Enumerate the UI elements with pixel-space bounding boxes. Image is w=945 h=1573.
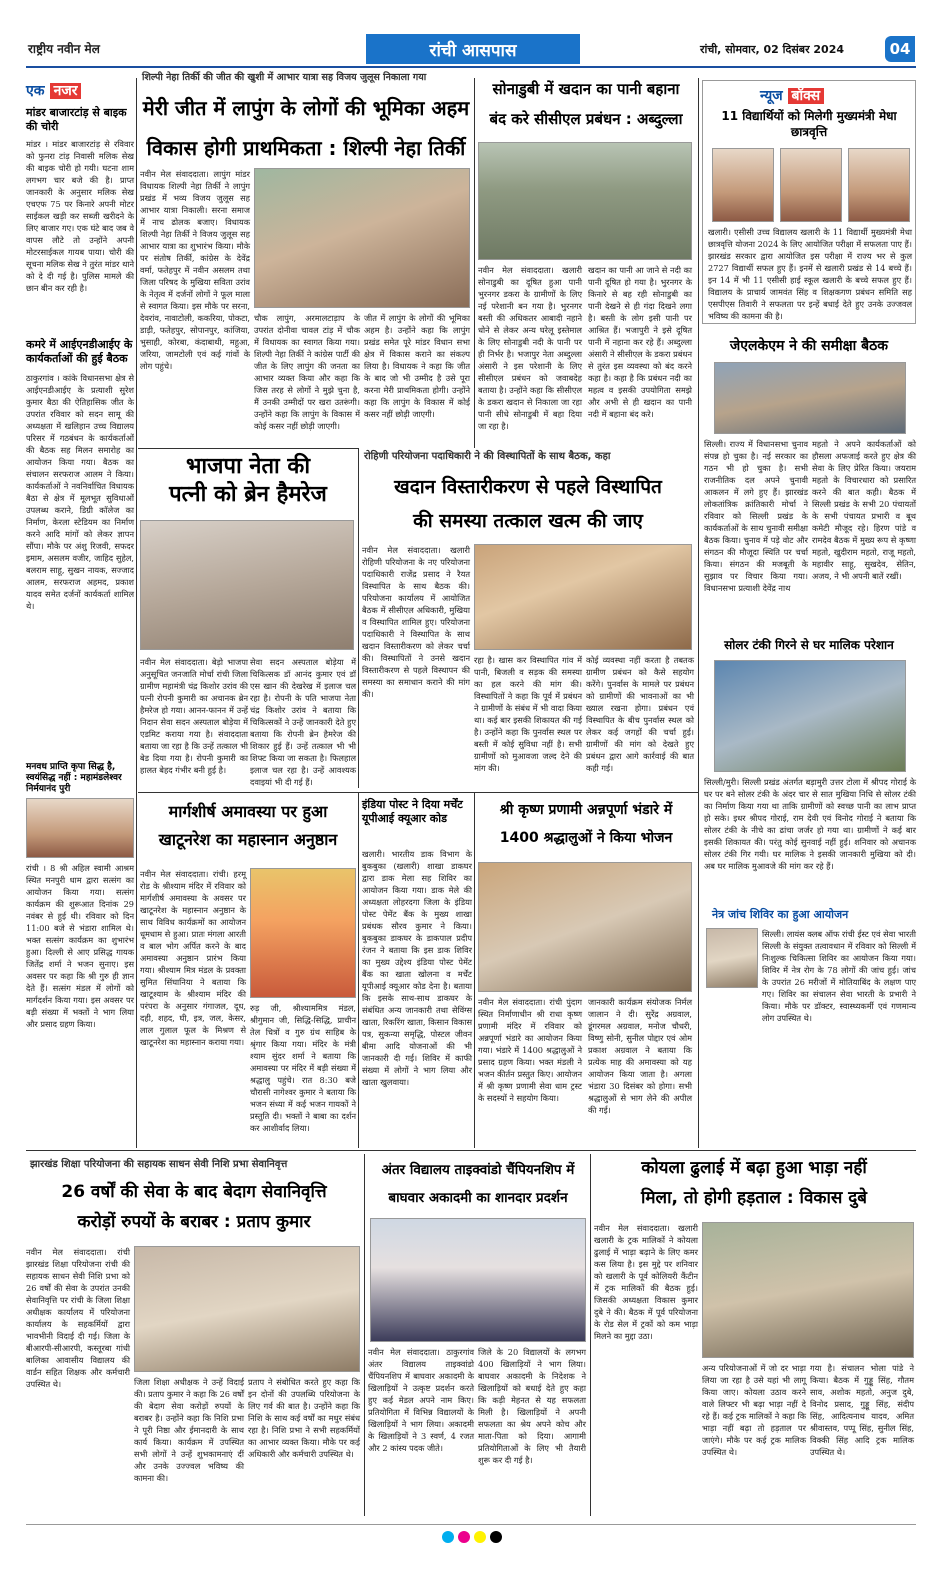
headline: सोनाडुबी में खदान का पानी बहाना bbox=[492, 80, 680, 98]
student-photo bbox=[780, 148, 842, 222]
article-photo bbox=[478, 862, 692, 992]
article-photo bbox=[478, 142, 692, 260]
article-text: सिल्ली। लायंस क्लब ऑफ रांची ईस्ट एवं सेवा भारती सिल्ली के संयुक्त तत्वावधान में रविवार को सिल्ली में निःशुल्क चिकित्सा शिविर का आयोजन किया गया। शिविर में नेत्र रोग के 78 लोगों की जांच हुई। जांच के उपरांत 26 मरीजों में मोतियाबिंद के लक्षण पाए गए। शिविर का संचालन सेवा भारती के प्रभारी ने किया। मौके पर डॉक्टर, स्वास्थ्यकर्मी एवं गणमान्य लोग उपस्थित थे। bbox=[762, 929, 916, 1023]
article-text: खदान का पानी आ जाने से नदी का पानी दूषित हो गया है। भुरनगर के किनारे से बह रही सोनाडुबी का पानी देखने से ही गंदा दिखने लगा है। बस्ती के लोग इसी पानी पर आश्रित हैं। भजापुरी ने इसे दूषित पानी में नहाना कर रहे हैं। अब्दुल्ला अंसारी ने सीसीएल के डकरा प्रबंधन से तुरंत इस व्यवस्था को बंद करने कहा है। कहा है कि प्रबंधन नदी का महत्व व इसकी उपयोगिता समझे और अभी से ही खदान का पानी नदी में बहाना बंद करे। bbox=[588, 265, 692, 419]
ek-nazar-title-b: नजर bbox=[50, 83, 82, 99]
article-text: नवीन मेल संवाददाता। खलारी रोहिणी परियोजना के नए परियोजना पदाधिकारी राजेंद्र प्रसाद ने रैयत विस्थापित के साथ बैठक की। परियोजना कार्यालय में आयोजित बैठक में सीसीएल अधिकारी, मुखिया व विस्थापित शामिल हुए। परियोजना पदाधिकारी ने विस्थापित के साथ खदान विस्तारीकरण को लेकर चर्चा की। विस्थापितों ने उनसे खदान विस्तारीकरण से पहले विस्थापन की समस्या का समाधान कराने की मांग की। bbox=[362, 545, 470, 699]
article-text: जानकारी कार्यक्रम संयोजक निर्मल जालान ने दी। सुरेंद्र अग्रवाल, डूंगरमल अग्रवाल, मनोज चौधरी, विष्णु सोनी, सुनील पोद्दार एवं ओम प्रकाश अग्रवाल ने बताया कि प्रत्येक माह की अमावस्या को यह आयोजन किया जाता है। अगला भंडारा 30 दिसंबर को होगा। सभी श्रद्धालुओं से भाग लेने की अपील की गई। bbox=[588, 997, 692, 1115]
article-text: गया है। संचालन भोला पांडे ने किया। बैठक में गुड्डू सिंह, गौतम साव, अशोक महतो, अनुज दुबे, विनोद प्रसाद, गुड्डू सिंह, संदीप सिंह, आदित्यनाथ यादव, अमित श्रीवास्तव, पप्पू सिंह, सुनील सिंह, विक्की सिंह आदि ट्रक मालिक उपस्थित थे। bbox=[810, 1363, 914, 1457]
headline: सोलर टंकी गिरने से घर मालिक परेशान bbox=[724, 638, 894, 652]
headline: श्री कृष्ण प्रणामी अन्नपूर्णा भंडारे में bbox=[499, 802, 673, 818]
nazar-item-text: मांडर । मांडर बाजारटांड़ से रविवार को फुनरा टांड़ निवासी मलिक सेख की बाइक चोरी हो गयी। घटना शाम लगभग चार बजे की है। प्राप्त जानकारी के अनुसार मलिक सेख एचएफ 75 पर किनारे अपनी मोटर साईकल खड़ी कर सब्जी खरीदने के लिए बाजार गए। एक घंटे बाद जब वे वापस लौटे तो उन्होंने अपनी मोटरसाईकल गायब पाया। चोरी की सूचना मलिक सेख ने तुरंत मांडर थाने को दे दी गई है। पुलिस मामले की छान बीन कर रही है। bbox=[26, 139, 134, 293]
kicker: शिल्पी नेहा तिर्की की जीत की खुशी में आभार यात्रा सह विजय जुलूस निकाला गया bbox=[142, 72, 427, 83]
headline: मिला, तो होगी हड़ताल : विकास दुबे bbox=[640, 1188, 868, 1208]
headline: बंद करे सीसीएल प्रबंधन : अब्दुल्ला bbox=[489, 110, 683, 128]
page-date: रांची, सोमवार, 02 दिसंबर 2024 bbox=[700, 43, 845, 56]
column-divider bbox=[474, 792, 475, 1148]
article-photo bbox=[250, 868, 356, 998]
article-photo bbox=[474, 544, 692, 650]
page-number: 04 bbox=[885, 36, 915, 62]
headline: 11 विद्यार्थियों को मिलेगी मुख्यमंत्री मेधा छात्रवृत्ति bbox=[721, 109, 897, 139]
article-text: महतो ने अपने कार्यकर्ताओं को हौसला अफजाई करते हुए क्षेत्र की सेवा के लिए प्रेरित किया। जयराम महतो के विचारधारा को प्रसारित करने की बात कही। बैठक में सिल्ली प्रखंड के सभी 20 पंचायतों के सभी पंचायत प्रभारी व बूथ कमेटी मौजूद रहे। हिरण पांडे व रामदेव बैठक में मुख्य रूप से कृष्णा महतो, खुदीराम महतो, राजू महतो, महावीर साहू, सुखदेव, सेतिन, अजय, ने भी अपनी बातें रखीं। bbox=[812, 439, 916, 581]
article-text: जिला शिक्षा अधीक्षक ने उन्हें विदाई की। प्रताप कुमार ने कहा कि 26 वर्षों की बेदाग सेवा करोड़ों रुपयों के बराबर है। उन्होंने कहा कि निशि प्रभा ने पूरी निष्ठा और ईमानदारी के साथ कार्य किया। कार्यक्रम में उपस्थित सभी लोगों ने उन्हें शुभकामनाएं दीं और उनके उज्ज्वल भविष्य की कामना की। bbox=[134, 1377, 245, 1483]
article-text: नवीन मेल संवाददाता। खलारी खलारी के ट्रक मालिकों ने कोयला ढुलाई में भाड़ा बढ़ाने के लिए कमर कस लिया है। इस मुद्दे पर शनिवार को खलारी के पूर्व कोलियरी कैंटीन में ट्रक मालिकों की बैठक हुई। जिसकी अध्यक्षता विकास कुमार दुबे ने की। बैठक में पूर्व परियोजना के रोड सेल में ट्रकों को कम भाड़ा मिलने का मुद्दा उठा। bbox=[594, 1223, 698, 1341]
column-divider bbox=[590, 1154, 591, 1516]
article-photo bbox=[134, 1246, 360, 1372]
column-divider bbox=[474, 78, 475, 448]
headline: जेएलकेएम ने की समीक्षा बैठक bbox=[729, 338, 889, 354]
bottom-rule bbox=[26, 1524, 916, 1525]
column-divider bbox=[358, 448, 359, 788]
brand-name: राष्ट्रीय नवीन मेल bbox=[28, 42, 100, 56]
headline: 1400 श्रद्धालुओं ने किया भोजन bbox=[499, 830, 673, 846]
headline: करोड़ों रुपयों के बराबर : प्रताप कुमार bbox=[77, 1212, 311, 1232]
nazar-item-text: ठाकुरगांव । कांके विधानसभा क्षेत्र से आईएनडीआईए के प्रत्याशी सुरेश कुमार बैठा की ऐतिहासिक जीत के उपरांत रविवार को सदन सामू की अध्यक्षता में खलिहान उच्च विद्यालय परिसर में गठबंधन के कार्यकर्ताओं की बैठक सह मिलन समारोह का आयोजन किया गया। बैठक का संचालन सरफराज आलम ने किया। कार्यकर्ताओं ने नवनिर्वाचित विधायक बैठा से क्षेत्र में मूलभूत सुविधाओं उपलब्ध कराने, डिग्री कॉलेज का निर्माण, केरला स्टेडियम का निर्माण करने आदि मांगों को लेकर ज्ञापन सौंपा। मौके पर अंशु रिजवी, सफदर इमाम, असलम वजीर, जाहिद सुहेल, बलराम साहू, सुखन नायक, सज्जाद आलम, सरफराज अहमद, प्रकाश यादव समेत दर्जनों कार्यकर्ता शामिल थे। bbox=[26, 373, 134, 611]
article-text: सिल्ली/मुरी। सिल्ली प्रखंड अंतर्गत बड़ामुरी उत्तर टोला में श्रीपद गोराई के घर पर बने सोलर टंकी के अंदर चार से सात मुखिया निधि से सोलर टंकी का निर्माण किया गया था ताकि ग्रामीणों को स्वच्छ पानी का लाभ प्राप्त हो सके। इधर श्रीपद गोराई, राम देवी एवं विनोद गोराई ने बताया कि सोलर टंकी के नीचे का ढांचा जर्जर हो गया था। ग्रामीणों ने कई बार इसकी शिकायत की। परंतु कोई सुनवाई नहीं हुई। शनिवार को अचानक सोलर टंकी गिर गयी। घर मालिक ने इसकी जानकारी मुखिया को दी। अब घर मालिक मुआवजे की मांग कर रहे हैं। bbox=[704, 777, 916, 871]
nazar-item-text: रांची । 8 श्री अहिल स्वामी आश्रम स्थित मनपुरी धाम द्वारा सत्संग का आयोजन किया गया। सत्संग कार्यक्रम की शुरूआत दिनांक 29 नवंबर से हुई थी। रविवार को दिन 11:00 बजे से भंडारा शामिल थे। भक्त सत्संग कार्यक्रम का शुभारंभ हुआ। दिल्ली से आए प्रसिद्ध गायक जितेंद्र शर्मा ने भजन सुनाए। इस अवसर पर कहा कि श्री गुरु ही ज्ञान देते हैं। सत्संग मंडल में लोगों को मार्गदर्शन किया गया। इस अवसर पर बड़ी संख्या में भक्तों ने भाग लिया और प्रसाद ग्रहण किया। bbox=[26, 863, 134, 1029]
news-box-title-b: बॉक्स bbox=[788, 88, 825, 104]
column-divider bbox=[364, 1154, 365, 1516]
ek-nazar-title-a: एक bbox=[26, 83, 45, 99]
divider bbox=[138, 792, 698, 793]
column-divider bbox=[136, 78, 137, 1148]
student-photo bbox=[848, 148, 910, 222]
article-text: सेवा सदन अस्पताल बोड़ेया में चिकित्सक डॉ आनंद कुमार एवं डॉ एस खान की देखरेख में इलाज चल रहा है। रोपनी के पति भाजपा नेता चंद्र किशोर उरांव ने बताया कि चिकित्सकों ने उन्हें जानकारी देते हुए बताया कि रोपनी ब्रेन हैमरेज की शिकार हुई हैं। उन्हें तत्काल भी भी शिफ्ट किया जा सकता है। फिलहाल इलाज चल रहा है। उन्हें आवश्यक दवाइयां भी दी गई हैं। bbox=[250, 657, 356, 787]
article-text: नवीन मेल संवाददाता। रांची पुंदाग स्थित निर्माणाधीन श्री राधा कृष्ण प्रणामी मंदिर में रविवार को अन्नपूर्णा भंडारे का आयोजन किया गया। भंडारे में 1400 श्रद्धालुओं ने प्रसाद ग्रहण किया। भक्त मंडली ने भजन कीर्तन प्रस्तुत किए। आयोजन में श्री कृष्ण प्रणामी सेवा धाम ट्रस्ट के सदस्यों ने सहयोग किया। bbox=[478, 997, 582, 1103]
article-text: नवीन मेल संवाददाता। बेड़ो भाजपा अनुसूचित जनजाति मोर्चा रांची जिला ग्रामीण महामंत्री चंद्र किशोर उरांव की पत्नी रोपनी कुमारी का अचानक ब्रेन हैमरेज हो गया। आनन-फानन में उन्हें निदान सेवा सदन अस्पताल बोड़ेया में एडमिट कराया गया है। संवाददाता बताया जा रहा है कि उन्हें तत्काल भी बेड दिया गया है। रोपनी कुमारी का हालत बेहद गंभीर बनी हुई है। bbox=[140, 657, 248, 775]
article-photo bbox=[706, 928, 758, 988]
article-photo bbox=[254, 168, 470, 308]
article-text: नवीन मेल संवाददाता। रांची। हरमू रोड के श्रीश्याम मंदिर में रविवार को मार्गशीर्ष अमावस्या के अवसर पर खाटूनरेश के महास्नान अनुष्ठान के साथ विविध कार्यक्रमों का आयोजन धूमधाम से हुआ। प्रातः मंगला आरती व बाल भोग अर्पित करने के बाद अमावस्या अनुष्ठान प्रारंभ किया गया। श्रीश्याम मित्र मंडल के प्रवक्ता सुमित सिंघानिया ने बताया कि खाटूश्याम के श्रीश्याम मंदिर की परंपरा के अनुसार गंगाजल, दूध, दही, शहद, घी, इत्र, जल, केसर, लाल गुलाल फूल के मिश्रण से खाटूनरेश का महास्नान कराया गया। bbox=[140, 869, 246, 1047]
article-photo bbox=[370, 1218, 586, 1342]
nazar-item-headline: कमरे में आईएनडीआईए के कार्यकर्ताओं की हुई बैठक bbox=[26, 338, 133, 365]
nazar-item-headline: मनवध प्राप्ति कृपा सिद्ध है, स्वयंसिद्ध नहीं : महामंडलेश्वर निर्मयानंद पुरी bbox=[26, 762, 122, 794]
nazar-item-headline: मांडर बाजारटांड़ से बाइक की चोरी bbox=[26, 106, 127, 133]
article-photo bbox=[714, 362, 906, 434]
article-photo bbox=[714, 660, 906, 772]
article-text: रुड़ जी, श्रीश्याममित्र मंडल, श्रीगुमान जी, सिद्धि-सिद्धि, प्राचीन तेल चित्रों व गुरु ग्रंथ साहिब के श्रृंगार किया गया। मंदिर के मंत्री श्याम सुंदर शर्मा ने बताया कि अमावस्या पर मंदिर में बड़ी संख्या में श्रद्धालु पहुंचे। रात 8:30 बजे चौरासी नागेश्वर कुमार ने बताया कि भजन संध्या में कई भजन गायकों ने प्रस्तुति दी। भक्तों ने बाबा का दर्शन कर आशीर्वाद लिया। bbox=[250, 1003, 356, 1133]
column-divider bbox=[358, 792, 359, 1148]
article-text: सिल्ली। राज्य में विधानसभा चुनाव संपन्न हो चुका है। नई सरकार का गठन भी हो चुका है। सभी राजनीतिक दल अपने चुनावी आकलन में लगे हुए हैं। झारखंड लोकतांत्रिक क्रांतिकारी मोर्चा ने रविवार को सिल्ली प्रखंड के कार्यकर्ताओं के साथ चुनावी समीक्षा बैठक किया। चुनाव में पड़े वोट और संगठन की मौजूदा स्थिति पर चर्चा किया। संगठन की मजबूती के सुझाव पर विचार किया गया। विधानसभा प्रत्याशी देवेंद्र नाथ bbox=[704, 439, 808, 593]
headline: 26 वर्षों की सेवा के बाद बेदाग सेवानिवृत्ति bbox=[61, 1182, 327, 1202]
section-title: रांची आसपास bbox=[366, 34, 580, 64]
article-text: खलारी। भारतीय डाक विभाग के बुकबुका (खलारी) शाखा डाकघर द्वारा डाक मेला सह शिविर का आयोजन किया गया। डाक मेले की अध्यक्षता लोहरदगा जिला के इंडिया पोस्ट पेमेंट बैंक के मुख्य शाखा प्रबंधक सौरव कुमार ने किया। बुकबुका डाकघर के डाकपाल प्रदीप रंजन ने बताया कि इस डाक शिविर का मुख्य उद्देश्य इंडिया पोस्ट पेमेंट बैंक का खाता खोलना व मर्चेंट यूपीआई क्यूआर कोड देना है। बताया कि इसके साथ-साथ डाकघर के संबंधित अन्य जानकारी तथा सेविंग्स खाता, रिकरिंग खाता, किसान विकास पत्र, सुकन्या समृद्धि, पोस्टल जीवन बीमा आदि योजनाओं की भी जानकारी दी गई। शिविर में काफी संख्या में लोगों ने भाग लिया और खाता खुलवाया। bbox=[362, 849, 472, 1087]
headline: खदान विस्तारीकरण से पहले विस्थापित bbox=[394, 476, 662, 498]
article-text: चौक लापुंग, अरमालटाड़ाप के उपरांत दोनीवा चावल टांड़ में चौक में विधायक का स्वागत किया गया। शिल्पी नेहा तिर्की ने कांग्रेस पार्टी की जीत के लिए लापुंग की जनता का आभार व्यक्त किया और कहा कि जिस तरह से लोगों ने मुझे चुना है, मैं उनकी उम्मीदों पर खरा उतरूंगी। उन्होंने कहा कि लापुंग के विकास में कोई कसर नहीं छोड़ी जाएगी। bbox=[254, 313, 360, 431]
news-box-title bbox=[760, 86, 824, 105]
headline: बाघवार अकादमी का शानदार प्रदर्शन bbox=[388, 1190, 568, 1206]
article-text: जिले के 20 विद्यालयों के लगभग 400 खिलाड़ियों ने भाग लिया। बाघवार अकादमी के निदेशक ने खिलाड़ियों को बधाई देते हुए कहा कि कड़ी मेहनत से यह सफलता मिली है। खिलाड़ियों ने अपनी सफलता का श्रेय अपने कोच और माता-पिता को दिया। आगामी प्रतियोगिताओं के लिए भी तैयारी शुरू कर दी गई है। bbox=[478, 1347, 586, 1465]
student-photo bbox=[712, 148, 774, 222]
article-text: अन्य परियोजनाओं में जो दर भाड़ा लिया जा रहा है उसे यहां भी लागू किया जाए। कोयला उठाव करने वाले लिफ्टर भी बढ़ा भाड़ा नहीं दे रहे हैं। कई ट्रक मालिकों ने कहा कि भाड़ा नहीं बढ़ा तो हड़ताल पर जाएंगे। मौके पर कई ट्रक मालिक उपस्थित थे। bbox=[702, 1363, 806, 1457]
news-box-title-a: न्यूज bbox=[760, 88, 783, 104]
headline: भाजपा नेता की bbox=[185, 454, 311, 479]
headline: अंतर विद्यालय ताइक्वांडो चैंपियनशिप में bbox=[381, 1162, 575, 1178]
headline: विकास होगी प्राथमिकता : शिल्पी नेहा तिर्की bbox=[146, 136, 466, 160]
article-text: नवीन मेल संवाददाता। खलारी सोनाडुबी का दूषित हुआ पानी भुरनगर डकरा के ग्रामीणों के लिए नई परेशानी बन गया है। भुरनगर बस्ती की अधिकतर आबादी नहाने धोने से लेकर अन्य घरेलू इस्तेमाल के लिए सोनाडुबी नदी के पानी पर ही निर्भर है। भजापुर नेता अब्दुल्ला अंसारी ने इस परेशानी के लिए सीसीएल प्रबंधन को जवाबदेह बताया है। उन्होंने कहा कि सीसीएल के डकरा खदान से निकाला जा रहा पानी सीधे सोनाडुबी में बहा दिया जा रहा है। bbox=[478, 265, 582, 431]
headline: पत्नी को ब्रेन हैमरेज bbox=[169, 482, 327, 507]
headline: मार्गशीर्ष अमावस्या पर हुआ bbox=[168, 802, 328, 821]
ek-nazar-header bbox=[26, 80, 134, 104]
headline: कोयला ढुलाई में बढ़ा हुआ भाड़ा नहीं bbox=[641, 1158, 867, 1178]
article-text: नवीन मेल संवाददाता। ठाकुरगांव अंतर विद्यालय ताइक्वांडो चैंपियनशिप में बाघवार अकादमी के खिलाड़ियों ने उत्कृष्ट प्रदर्शन करते हुए कई मेडल अपने नाम किए। प्रतियोगिता में विभिन्न विद्यालयों के खिलाड़ियों ने भाग लिया। अकादमी के खिलाड़ियों ने 3 स्वर्ण, 4 रजत और 2 कांस्य पदक जीते। bbox=[368, 1347, 474, 1453]
article-photo bbox=[702, 1222, 914, 1358]
headline: इंडिया पोस्ट ने दिया मर्चेंट यूपीआई क्यूआर कोड bbox=[362, 798, 463, 825]
article-text: नवीन मेल संवाददाता। लापुंग मांडर विधायक शिल्पी नेहा तिर्की ने लापुंग प्रखंड में भव्य विजय जुलूस सह आभार यात्रा निकाली। सरना समाज में नाच ढोलक बजाए। विधायक शिल्पी नेहा तिर्की ने विजय जुलूस सह आभार यात्रा का शुभारंभ किया। मौके पर संतोष तिर्की, कांग्रेस के देवेंद्र वर्मा, फतेहपुर में नवीन असलम तथा जिला परिषद के मुखिया सविता उरांव के नेतृत्व में दर्जनों लोगों ने फूल माला से स्वागत किया। इस मौके पर सरना, देवरांव, नावाटोली, ककरिया, पोकटा, डाड़ी, फतेहपुर, सोपानपुर, कांजिया, भुसाही, कोरबा, कंदाबाथी, महुआ, जरिया, जामटोली एवं कई गांवों के लोग पहुंचे। bbox=[140, 169, 250, 371]
kicker: रोहिणी परियोजना पदाधिकारी ने की विस्थापितों के साथ बैठक, कहा bbox=[364, 451, 611, 462]
headline: की समस्या तत्काल खत्म की जाए bbox=[413, 510, 643, 532]
article-text: नवीन मेल संवाददाता। रांची झारखंड शिक्षा परियोजना रांची की सहायक साधन सेवी निशि प्रभा को 26 वर्षों की सेवा के उपरांत उनकी सेवानिवृत्ति पर रांची के जिला शिक्षा अधीक्षक कार्यालय में परियोजना कार्यालय के सहकर्मियों द्वारा भावभीनी विदाई दी गई। जिला के बीआरपी-सीआरपी, कस्तूरबा गांधी बालिका आवासीय विद्यालय की वार्डन सहित शिक्षक और कर्मचारी उपस्थित थे। bbox=[26, 1247, 130, 1389]
divider bbox=[138, 448, 358, 449]
divider bbox=[26, 1150, 916, 1151]
article-text: खलारी। एसीसी उच्च विद्यालय खलारी के 11 विद्यार्थी मुख्यमंत्री मेधा छात्रवृत्ति योजना 2024 के लिए आयोजित परीक्षा में सफलता पाए हैं। झारखंड सरकार द्वारा आयोजित इस परीक्षा में राज्य भर से कुल 2727 विद्यार्थी सफल हुए हैं। इनमें से खलारी प्रखंड से 14 बच्चे हैं। इन 14 में भी 11 एसीसी हाई स्कूल खलारी के बच्चे सफल हुए हैं। विद्यालय के प्राचार्य जामवंत सिंह व शिक्षकगण प्रबंधन समिति सह एसपीएस तिवारी ने सफलता पर इन्हें बधाई देते हुए उनके उज्जवल भविष्य की कामना की है। bbox=[708, 227, 912, 321]
headline: नेत्र जांच शिविर का हुआ आयोजन bbox=[712, 908, 849, 921]
kicker: झारखंड शिक्षा परियोजना की सहायक साधन सेवी निशि प्रभा सेवानिवृत्त bbox=[30, 1159, 288, 1170]
article-text: प्रताप ने संबोधित करते हुए कहा कि इन दोनों की उपलब्धि परियोजना के लिए गर्व की बात है। उन्होंने कहा कि निशि के साथ कई वर्षों का मधुर संबंध रहा है। निशि प्रभा ने सभी सहकर्मियों का आभार व्यक्त किया। मौके पर कई अधिकारी और कर्मचारी उपस्थित थे। bbox=[248, 1377, 360, 1459]
article-photo bbox=[140, 520, 354, 650]
headline: खाटूनरेश का महास्नान अनुष्ठान bbox=[158, 830, 338, 849]
article-text: कोई व्यवस्था नहीं करता है तबतक ग्रामीण प्रबंधन को कैसे सहयोग करेंगे। पुनर्वास के मामले पर प्रबंधन को ग्रामीणों की भावनाओं का भी ख्याल रखना होगा। प्रबंधन एवं विस्थापित के बीच पुनर्वास स्थल को लेकर कई जगहों की चर्चा हुई। ग्रामीणों की मांग को देखते हुए प्रबंधन द्वारा आगे कार्रवाई की बात कही गई। bbox=[586, 655, 694, 773]
headline: मेरी जीत में लापुंग के लोगों की भूमिका अहम bbox=[142, 96, 470, 120]
column-divider bbox=[698, 78, 699, 1148]
article-text: रहा है। खास कर विस्थापित गांव में पानी, बिजली व सड़क की समस्या का हल करने की मांग की। विस्थापितों ने कहा कि पूर्व में प्रबंधन ने ग्रामीणों के संबंध में भी वादा किया था। कई बार इसकी शिकायत की गई है। उन्होंने कहा कि पुनर्वास स्थल पर बस्ती में कोई सुविधा नहीं है। सभी ग्रामीणों को मुआवजा जल्द देने की मांग की। bbox=[474, 655, 582, 773]
nazar-photo bbox=[26, 798, 134, 858]
article-text: जीत में लापुंग के लोगों की भूमिका अहम है। उन्होंने कहा कि लापुंग प्रखंड समेत पूरे मांडर विधान सभा क्षेत्र में विकास कराने का संकल्प लिया है। विधायक ने कहा कि जीत के बाद जो भी उम्मीद है उसे पूरा करना मेरी प्राथमिकता होगी। उन्होंने कहा कि लापुंग के विकास में कोई कसर नहीं छोड़ी जाएगी। bbox=[364, 313, 470, 419]
color-registration-strip bbox=[440, 1528, 520, 1542]
